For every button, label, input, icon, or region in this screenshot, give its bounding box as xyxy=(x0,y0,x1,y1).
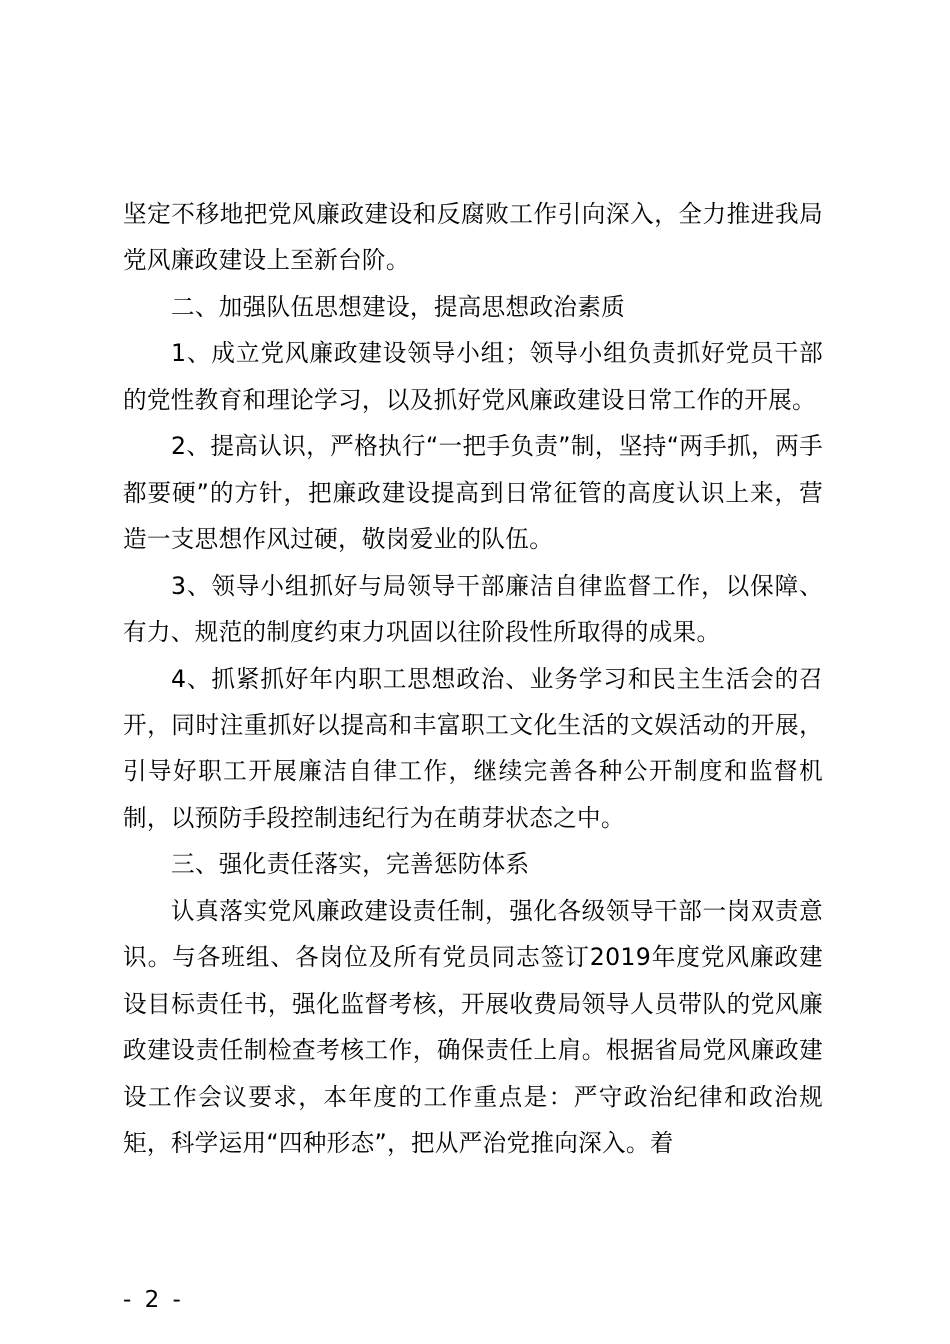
section-heading-3: 三、强化责任落实，完善惩防体系 xyxy=(171,850,530,879)
paragraph-item-2: 2、提高认识，严格执行“一把手负责”制，坚持“两手抓，两手都要硬”的方针，把廉政建设提高到日常征管的高度认识上来，营造一支思想作风过硬，敬岗爱业的队伍。 xyxy=(123,432,823,554)
section-heading-2: 二、加强队伍思想建设，提高思想政治素质 xyxy=(171,292,625,321)
paragraph-continuation: 坚定不移地把党风廉政建设和反腐败工作引向深入，全力推进我局党风廉政建设上至新台阶。 xyxy=(123,200,823,275)
page-number: - 2 - xyxy=(123,1287,184,1313)
paragraph-item-3: 3、领导小组抓好与局领导干部廉洁自律监督工作，以保障、有力、规范的制度约束力巩固以往阶段性所取得的成果。 xyxy=(123,571,823,647)
document-body xyxy=(123,191,823,1167)
paragraph-item-1: 1、成立党风廉政建设领导小组；领导小组负责抓好党员干部的党性教育和理论学习，以及抓好党风廉政建设日常工作的开展。 xyxy=(123,339,823,414)
paragraph-responsibility: 认真落实党风廉政建设责任制，强化各级领导干部一岗双责意识。与各班组、各岗位及所有党员同志签订2019年度党风廉政建设目标责任书，强化监督考核，开展收费局领导人员带队的党风廉政建设责任制检查考核工作，确保责任上肩。根据省局党风廉政建设工作会议要求，本年度的工作重点是：严守政治纪律和政治规矩，科学运用“四种形态”，把从严治党推向深入。着 xyxy=(123,896,823,1158)
paragraph-item-4: 4、抓紧抓好年内职工思想政治、业务学习和民主生活会的召开，同时注重抓好以提高和丰富职工文化生活的文娱活动的开展，引导好职工开展廉洁自律工作，继续完善各种公开制度和监督机制，以预防手段控制违纪行为在萌芽状态之中。 xyxy=(123,664,823,832)
